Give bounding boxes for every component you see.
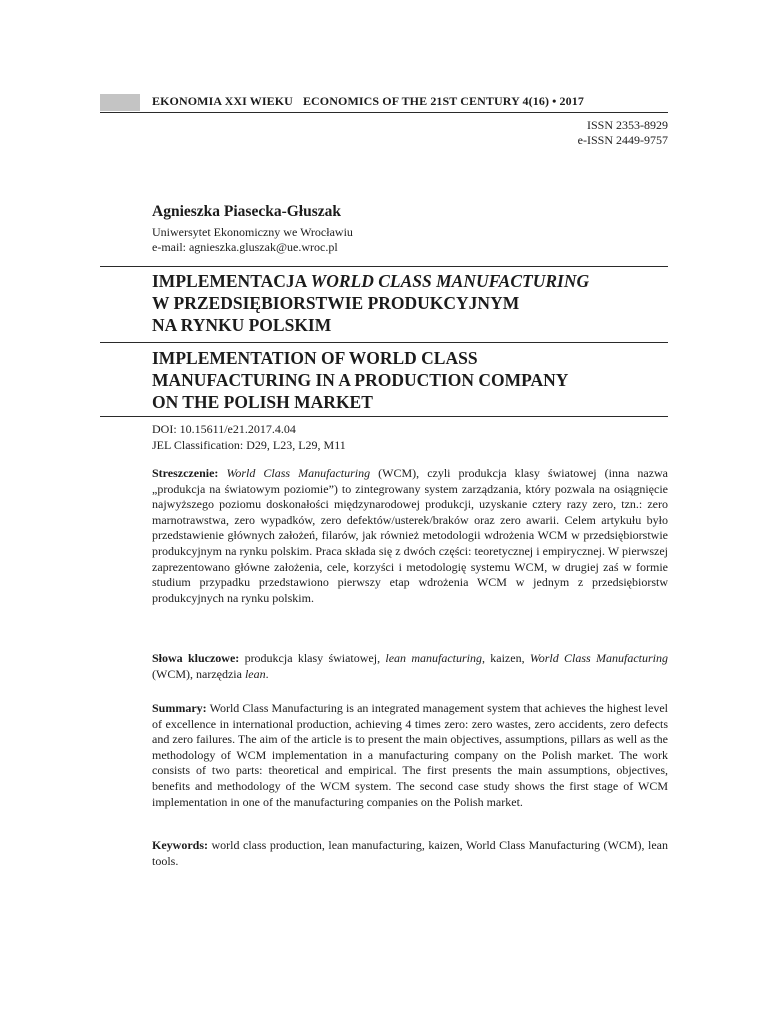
header-shade-bar <box>100 94 140 111</box>
issn-electronic: e-ISSN 2449-9757 <box>577 133 668 147</box>
author-email: e-mail: agnieszka.gluszak@ue.wroc.pl <box>152 240 338 254</box>
title-bottom-rule <box>100 416 668 417</box>
title-english-line2: MANUFACTURING IN A PRODUCTION COMPANY <box>152 370 569 390</box>
summary-english <box>152 701 668 810</box>
journal-name-en: ECONOMICS OF THE 21ST CENTURY 4(16) • 2017 <box>302 94 584 108</box>
title-polish-line2: W PRZEDSIĘBIORSTWIE PRODUKCYJNYM <box>152 293 520 313</box>
keywords-english <box>152 838 668 869</box>
title-polish <box>152 270 672 336</box>
keywords-english-label: Keywords: <box>152 838 208 852</box>
jel-classification: JEL Classification: D29, L23, L29, M11 <box>152 438 346 452</box>
abstract-polish-term: World Class Manufacturing <box>226 466 371 480</box>
title-polish-line3: NA RYNKU POLSKIM <box>152 315 332 335</box>
summary-english-text: World Class Manufacturing is an integrated management system that achieves the highest level of excellence in international production, achieving 4 times zero: zero wastes, zero accidents, zero defects and zero failures. The aim of the article is to present the main objectives, assumptions, pillars as well as the methodology of WCM implementation in a manufacturing company on the Polish market. The work consists of two parts: theoretical and empirical. The first presents the main assumptions, objectives, benefits and methodology of the WCM system. The second case study shows the first stage of WCM implementation in one of the manufacturing companies on the Polish market. <box>152 701 668 809</box>
journal-name-pl: EKONOMIA XXI WIEKU <box>152 94 293 108</box>
abstract-polish-label: Streszczenie: <box>152 466 219 480</box>
abstract-polish-text: (WCM), czyli produkcja klasy światowej (inna nazwa „produkcja na światowym poziomie”) to zintegrowany system zarządzania, który pozwala na osiągnięcie najwyższego poziomu doskonałości międzynarodowej produkcji, uzyskanie cztery razy zero, tzn.: zero marnotrawstwa, zero wypadków, zero defektów/usterek/braków oraz zero awarii. Celem artykułu było przedstawienie głównych założeń, filarów, jak również metodologii wdrożenia WCM w przedsiębiorstwie produkcyjnym na rynku polskim. Praca składa się z dwóch części: teoretycznej i empirycznej. W pierwszej zaprezentowano główne założenia, cele, korzyści i metodologię systemu WCM, w drugiej zaś w formie studium przypadku przedstawiono pierwszy etap wdrożenia WCM w jednym z przedsiębiorstw produkcyjnych na rynku polskim. <box>152 466 668 605</box>
title-polish-line1: IMPLEMENTACJA WORLD CLASS MANUFACTURING <box>152 271 590 291</box>
author-name: Agnieszka Piasecka-Głuszak <box>152 203 342 220</box>
issn-block <box>578 118 668 148</box>
summary-english-label: Summary: <box>152 701 207 715</box>
title-middle-rule <box>100 342 668 343</box>
title-english-line1: IMPLEMENTATION OF WORLD CLASS <box>152 348 478 368</box>
keywords-polish-label: Słowa kluczowe: <box>152 651 240 665</box>
abstract-polish <box>152 466 668 606</box>
author-affiliation-block <box>152 225 353 255</box>
title-polish-italic: WORLD CLASS MANUFACTURING <box>310 271 590 291</box>
article-metadata <box>152 421 346 453</box>
running-header <box>152 94 584 109</box>
issn-print: ISSN 2353-8929 <box>586 118 668 132</box>
doi: DOI: 10.15611/e21.2017.4.04 <box>152 422 296 436</box>
keywords-polish: Słowa kluczowe: produkcja klasy światowej, lean manufacturing, kaizen, World Class Manufacturing (WCM), narzędzia lean. <box>152 651 668 681</box>
title-english-line3: ON THE POLISH MARKET <box>152 392 373 412</box>
keywords-english-text: world class production, lean manufacturing, kaizen, World Class Manufacturing (WCM), lean tools. <box>152 838 668 868</box>
title-english <box>152 347 672 413</box>
title-top-rule <box>100 266 668 267</box>
header-rule <box>100 112 668 113</box>
author-affiliation: Uniwersytet Ekonomiczny we Wrocławiu <box>152 225 353 239</box>
